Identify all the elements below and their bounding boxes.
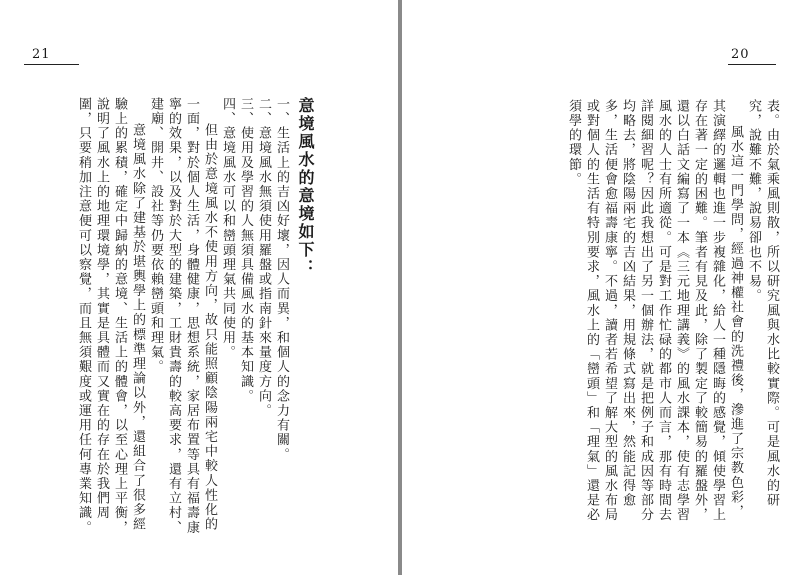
left-page [0, 0, 398, 575]
page-number: 21 [32, 47, 51, 62]
list-item-4: 四、意境風水可以和巒頭理氣共同使用。 [220, 97, 235, 360]
right-page-body [564, 99, 780, 529]
right-page [402, 0, 800, 575]
page-number: 20 [731, 47, 750, 62]
section-heading: 意境風水的意境如下： [296, 97, 315, 277]
body-paragraph: 表。由於氣乘風則散，所以研究風與水比較實際。可是風水的研究，說難不難，說易卻也不易。 [746, 99, 779, 508]
left-page-body [74, 97, 314, 537]
list-item-3: 三、使用及學習的人無須具備風水的基本知識。 [238, 97, 253, 404]
body-paragraph: 意境風水除了建基於堪輿學上的標準理論以外，還組合了很多經驗上的累積，確定中歸納的意境、生活上的體會，以至心理上平衡，說明了風水上的地理環境學，其實是具體而又實在的存在於我們周圍，只要稍加注意便可以察覺，而且無須艱度或運用任何專業知識。 [76, 97, 145, 535]
list-item-2: 二、意境風水無須使用羅盤或指南針來量度方向。 [256, 97, 271, 419]
body-paragraph: 但由於意境風水不使用方向，故只能照顧陰陽兩宅中較人性化的一面，對於個人生活，身體健康，思想系統，家居布置等具有福壽康寧的效果，以及對於大型的建築，工財貴壽的較高要求，還有立村、建廟、開井、設社等仍要依賴巒頭和理氣。 [148, 97, 217, 535]
list-item-1: 一、生活上的吉凶好壞，因人而異，和個人的念力有關。 [274, 97, 289, 462]
header-rule [24, 64, 79, 65]
header-rule [728, 64, 776, 65]
body-paragraph: 風水這一門學問，經過神權社會的洗禮後，滲進了宗教色彩，其演繹的邏輯也進一步複雜化，給人一種隱晦的感覺，傾使學習上存在著一定的困難。筆者有見及此，除了製定了較簡易的羅盤外，還以白話文編寫了一本《三元地理講義》的風水課本，使有志學習風水的人士有所適從。可是對工作忙碌的都市人而言，那有時間去詳閱細習呢？因此我想出了另一個辦法，就是把例子和成因等部分均略去，將陰陽兩宅的吉凶結果，用規條式寫出來，然能記得愈多，生活便會愈福壽康寧。不過，讀者若希望了解大型的風水布局或對個人的生活有特別要求，風水上的「巒頭」和「理氣」還是必須學的環節。 [566, 99, 743, 523]
